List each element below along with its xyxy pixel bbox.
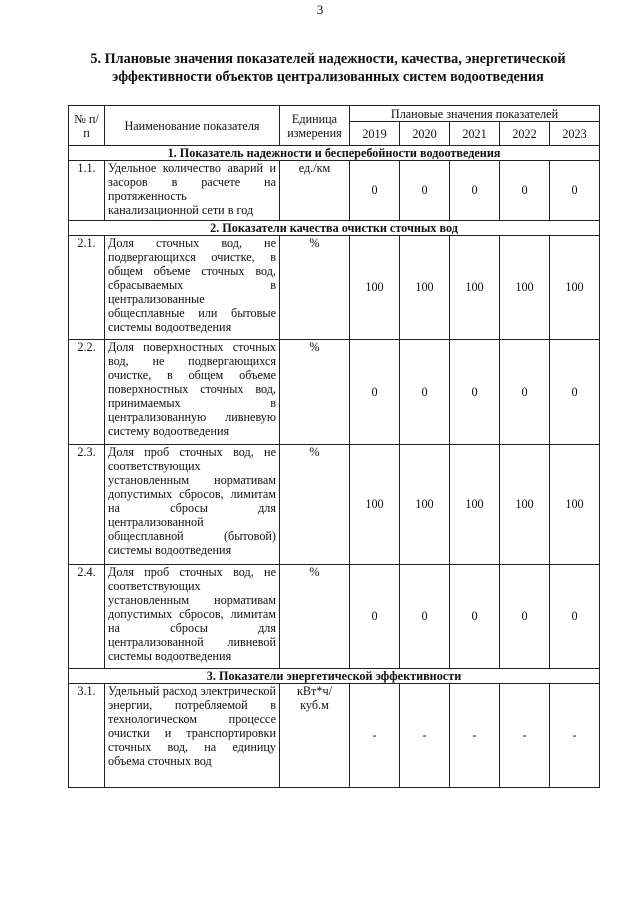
indicator-name: Доля сточных вод, не подвергающихся очистке, в общем объеме сточных вод, сбрасываемых в централизованные общесплавные или бытовые системы водоотведения <box>105 236 280 340</box>
row-number: 2.1. <box>69 236 105 340</box>
value-cell: 0 <box>450 161 500 221</box>
value-cell: 100 <box>550 445 600 565</box>
value-cell: 100 <box>350 445 400 565</box>
section-header: 2. Показатели качества очистки сточных вод <box>69 221 600 236</box>
value-cell: 0 <box>350 161 400 221</box>
indicator-name: Удельный расход электрической энергии, потребляемой в технологическом процессе очистки и транспортировки сточных вод, на единицу объема сточных вод <box>105 684 280 788</box>
value-cell: - <box>550 684 600 788</box>
indicator-unit: % <box>280 236 350 340</box>
indicator-unit: % <box>280 340 350 445</box>
value-cell: - <box>350 684 400 788</box>
value-cell: 100 <box>450 445 500 565</box>
value-cell: 0 <box>550 340 600 445</box>
value-cell: 100 <box>500 236 550 340</box>
table-row <box>69 445 600 565</box>
header-year: 2023 <box>550 122 600 146</box>
table-row <box>69 684 600 788</box>
row-number: 1.1. <box>69 161 105 221</box>
value-cell: 0 <box>450 340 500 445</box>
indicator-unit: % <box>280 445 350 565</box>
row-number: 3.1. <box>69 684 105 788</box>
indicator-unit: кВт*ч/ куб.м <box>280 684 350 788</box>
value-cell: 0 <box>400 161 450 221</box>
table-row <box>69 340 600 445</box>
section-title: 5. Плановые значения показателей надежности, качества, энергетической эффективности объектов централизованных систем водоотведения <box>90 51 566 85</box>
indicator-unit: % <box>280 565 350 669</box>
indicator-unit: ед./км <box>280 161 350 221</box>
value-cell: 0 <box>500 161 550 221</box>
indicator-name: Удельное количество аварий и засоров в расчете на протяженность канализационной сети в год <box>105 161 280 221</box>
value-cell: 0 <box>500 340 550 445</box>
row-number: 2.4. <box>69 565 105 669</box>
value-cell: - <box>400 684 450 788</box>
indicators-table <box>68 105 600 788</box>
row-number: 2.2. <box>69 340 105 445</box>
value-cell: 100 <box>500 445 550 565</box>
value-cell: 0 <box>550 161 600 221</box>
table-row <box>69 161 600 221</box>
header-year: 2020 <box>400 122 450 146</box>
indicator-name: Доля проб сточных вод, не соответствующих установленным нормативам допустимых сбросов, лимитам на сбросы для централизованной общесплавной (бытовой) системы водоотведения <box>105 445 280 565</box>
table-row <box>69 565 600 669</box>
page-number: 3 <box>316 2 324 17</box>
indicator-name: Доля проб сточных вод, не соответствующих установленным нормативам допустимых сбросов, лимитам на сбросы для централизованной ливневой системы водоотведения <box>105 565 280 669</box>
value-cell: 0 <box>400 340 450 445</box>
header-year: 2022 <box>500 122 550 146</box>
row-number: 2.3. <box>69 445 105 565</box>
value-cell: 0 <box>350 340 400 445</box>
value-cell: 100 <box>450 236 500 340</box>
value-cell: 100 <box>400 445 450 565</box>
value-cell: - <box>450 684 500 788</box>
section-header: 1. Показатель надежности и бесперебойности водоотведения <box>69 146 600 161</box>
header-planned-values: Плановые значения показателей <box>350 106 600 122</box>
value-cell: 100 <box>550 236 600 340</box>
value-cell: 0 <box>450 565 500 669</box>
table-row <box>69 236 600 340</box>
section-header: 3. Показатели энергетической эффективности <box>69 669 600 684</box>
value-cell: 100 <box>400 236 450 340</box>
value-cell: 0 <box>550 565 600 669</box>
value-cell: 0 <box>350 565 400 669</box>
value-cell: - <box>500 684 550 788</box>
value-cell: 0 <box>400 565 450 669</box>
header-year: 2021 <box>450 122 500 146</box>
header-num: № п/п <box>69 106 105 146</box>
header-unit: Единица измерения <box>280 106 350 146</box>
value-cell: 100 <box>350 236 400 340</box>
header-year: 2019 <box>350 122 400 146</box>
indicator-name: Доля поверхностных сточных вод, не подвергающихся очистке, в общем объеме поверхностных сточных вод, принимаемых в централизованную ливневую систему водоотведения <box>105 340 280 445</box>
header-name: Наименование показателя <box>105 106 280 146</box>
value-cell: 0 <box>500 565 550 669</box>
